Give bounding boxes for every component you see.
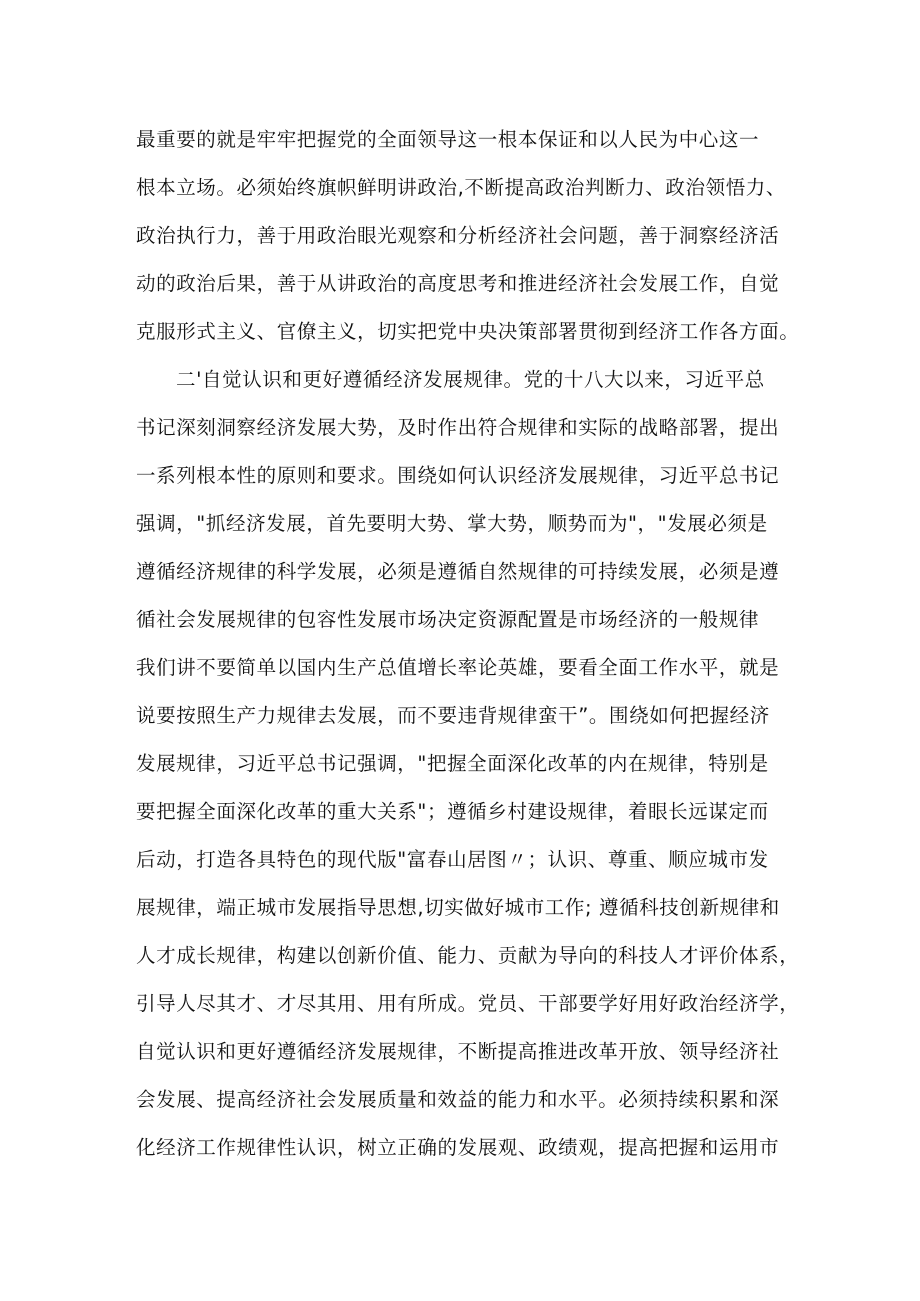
body-text [136,116,800,1172]
text-line: 展规律，端正城市发展指导思想,切实做好城市工作; 遵循科技创新规律和 [136,896,780,919]
text-line: 遵循经济规律的科学发展，必须是遵循自然规律的可持续发展，必须是遵 [136,560,780,583]
text-line: 我们讲不要简单以国内生产总值增长率论英雄，要看全面工作水平，就是 [136,656,780,679]
text-line: 发展规律，习近平总书记强调，"把握全面深化改革的内在规律，特别是 [136,752,769,775]
text-line: 政治执行力，善于用政治眼光观察和分析经济社会问题，善于洞察经济活 [136,224,780,247]
text-line: 引导人尽其才、才尽其用、用有所成。党员、干部要学好用好政治经济学， [136,992,800,1015]
text-line: 克服形式主义、官僚主义，切实把党中央决策部署贯彻到经济工作各方面。 [136,320,800,343]
text-line: 化经济工作规律性认识，树立正确的发展观、政绩观，提高把握和运用市 [136,1136,780,1159]
text-line: 循社会发展规律的包容性发展市场决定资源配置是市场经济的一般规律 [136,608,760,631]
paragraph-start-line: 二'自觉认识和更好遵循经济发展规律。党的十八大以来，习近平总 [176,368,765,391]
text-line: 最重要的就是牢牢把握党的全面领导这一根本保证和以人民为中心这一 [136,128,760,151]
text-line: 自觉认识和更好遵循经济发展规律，不断提高推进改革开放、领导经济社 [136,1040,780,1063]
text-line: 根本立场。必须始终旗帜鲜明讲政治,不断提高政治判断力、政治领悟力、 [136,176,786,199]
text-line: 要把握全面深化改革的重大关系"；遵循乡村建设规律，着眼长远谋定而 [136,800,769,823]
text-line: 强调，"抓经济发展，首先要明大势、掌大势，顺势而为"，"发展必须是 [136,512,768,535]
text-line: 书记深刻洞察经济发展大势，及时作出符合规律和实际的战略部署，提出 [136,416,780,439]
text-line: 会发展、提高经济社会发展质量和效益的能力和水平。必须持续积累和深 [136,1088,780,1111]
text-line: 人才成长规律，构建以创新价值、能力、贡献为导向的科技人才评价体系， [136,944,800,967]
text-line: 动的政治后果，善于从讲政治的高度思考和推进经济社会发展工作，自觉 [136,272,780,295]
text-line: 后动，打造各具特色的现代版"富春山居图〃；认识、尊重、顺应城市发 [136,848,769,871]
text-line: 一系列根本性的原则和要求。围绕如何认识经济发展规律，习近平总书记 [136,464,780,487]
text-line: 说要按照生产力规律去发展，而不要违背规律蛮干”。围绕如何把握经济 [136,704,770,727]
